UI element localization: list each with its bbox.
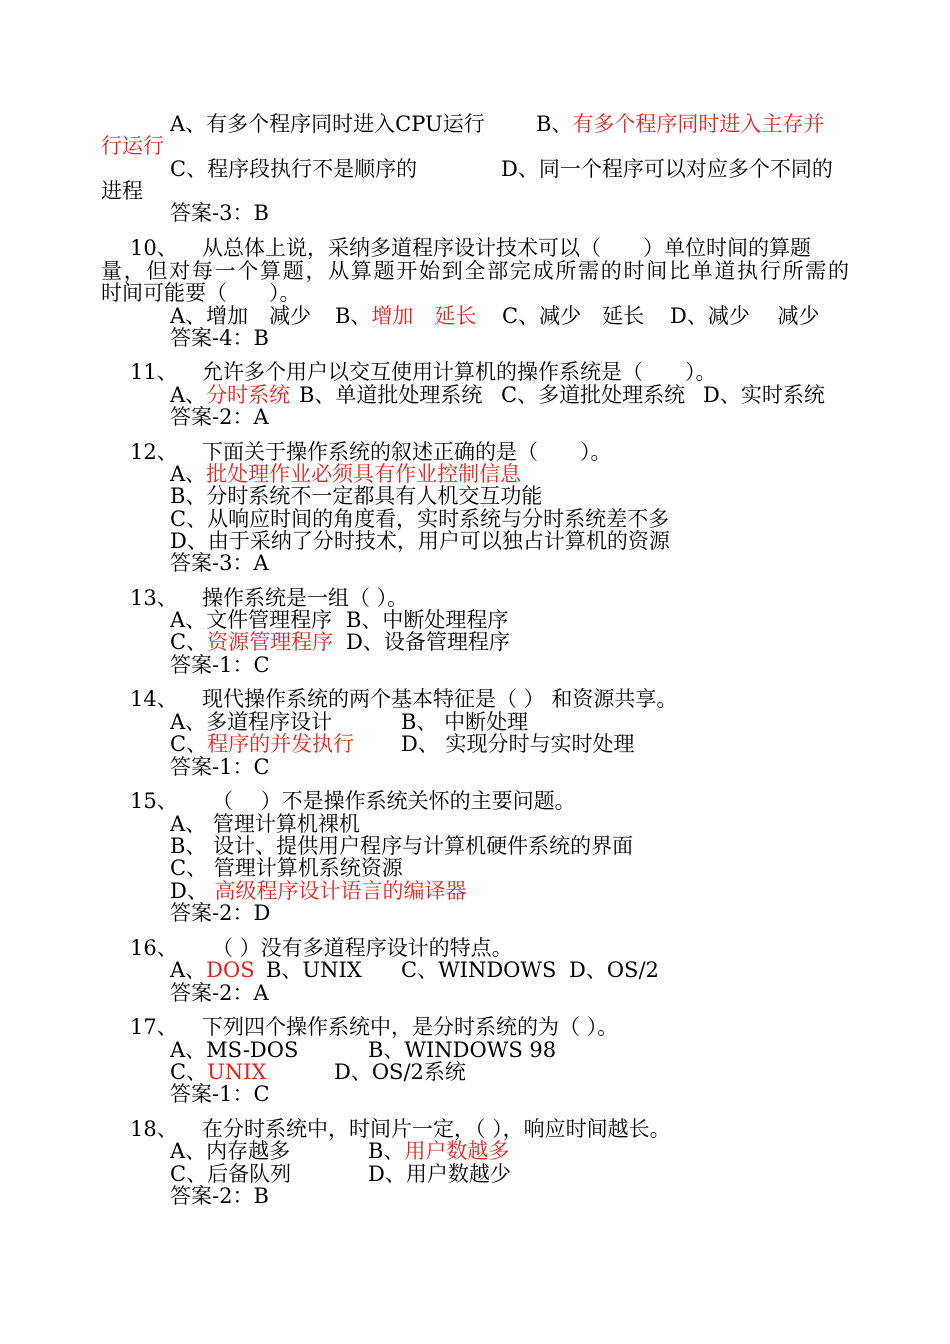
q11-option-c: C、多道批处理系统 xyxy=(501,383,686,407)
q16-option-a-prefix: A、 xyxy=(170,958,207,982)
q14-number: 14、 xyxy=(130,687,178,711)
q18-answer: 答案-2：B xyxy=(170,1184,269,1208)
q11-option-b: B、单道批处理系统 xyxy=(299,383,483,407)
q17-option-c xyxy=(170,1060,266,1084)
q18-option-b-prefix: B、 xyxy=(368,1139,405,1163)
q16-option-d: D、OS/2 xyxy=(569,958,659,982)
q15-option-b: B、 设计、提供用户程序与计算机硬件系统的界面 xyxy=(170,834,634,858)
q12-option-b: B、分时系统不一定都具有人机交互功能 xyxy=(170,484,543,508)
q18-option-a: A、内存越多 xyxy=(170,1139,291,1163)
q10-stem-line2: 量，但对每一个算题，从算题开始到全部完成所需的时间比单道执行所需的 xyxy=(101,259,849,283)
q13-option-a: A、文件管理程序 xyxy=(170,608,333,632)
q15-answer: 答案-2：D xyxy=(170,901,271,925)
q16-stem: （ ）没有多道程序设计的特点。 xyxy=(212,936,513,960)
q11-option-a-text: 分时系统 xyxy=(206,383,291,407)
q15-option-d xyxy=(170,879,467,903)
q14-option-c xyxy=(170,732,354,756)
q16-number: 16、 xyxy=(130,936,178,960)
q16-option-a-text: DOS xyxy=(206,958,255,982)
q12-option-a-text: 批处理作业必须具有作业控制信息 xyxy=(206,462,522,486)
q9-answer: 答案-3：B xyxy=(170,201,269,225)
q14-stem: 现代操作系统的两个基本特征是（ ） 和资源共享。 xyxy=(202,687,678,711)
q10-option-d: D、减少 减少 xyxy=(670,304,820,328)
q9-option-d-cont: 进程 xyxy=(101,179,143,203)
q18-stem: 在分时系统中，时间片一定，（ ），响应时间越长。 xyxy=(202,1117,671,1141)
q14-answer: 答案-1：C xyxy=(170,755,270,779)
q14-option-d: D、 实现分时与实时处理 xyxy=(401,732,635,756)
q17-option-b: B、WINDOWS 98 xyxy=(368,1038,557,1062)
q13-stem: 操作系统是一组（ ）。 xyxy=(202,586,409,610)
q10-number: 10、 xyxy=(130,236,178,260)
q15-option-d-prefix: D、 xyxy=(170,879,215,903)
q18-option-b-text: 用户数越多 xyxy=(404,1139,510,1163)
q17-answer: 答案-1：C xyxy=(170,1082,270,1106)
q15-option-d-text: 高级程序设计语言的编译器 xyxy=(214,879,467,903)
q11-option-d: D、实时系统 xyxy=(703,383,825,407)
q10-option-b-text: 增加 延长 xyxy=(371,304,477,328)
q16-answer: 答案-2：A xyxy=(170,981,269,1005)
q10-stem-line3: 时间可能要（ ）。 xyxy=(101,281,301,305)
q15-option-a: A、 管理计算机裸机 xyxy=(170,812,360,836)
q17-option-d: D、OS/2系统 xyxy=(334,1060,466,1084)
q11-option-a-prefix: A、 xyxy=(170,383,207,407)
q13-number: 13、 xyxy=(130,586,178,610)
q14-option-a: A、多道程序设计 xyxy=(170,710,333,734)
q14-option-b: B、 中断处理 xyxy=(401,710,529,734)
q10-option-b xyxy=(335,304,476,328)
q16-option-c: C、WINDOWS xyxy=(401,958,557,982)
q10-answer: 答案-4：B xyxy=(170,326,269,350)
q12-option-a-prefix: A、 xyxy=(170,462,207,486)
q10-option-a: A、增加 减少 xyxy=(170,304,312,328)
q15-stem: （ ）不是操作系统关怀的主要问题。 xyxy=(212,789,576,813)
q9-option-b-prefix: B、 xyxy=(536,112,573,136)
q12-answer: 答案-3：A xyxy=(170,551,269,575)
q9-option-b-cont: 行运行 xyxy=(101,134,164,158)
q17-option-c-prefix: C、 xyxy=(170,1060,208,1084)
q12-option-c: C、从响应时间的角度看，实时系统与分时系统差不多 xyxy=(170,507,670,531)
q18-option-c: C、后备队列 xyxy=(170,1162,292,1186)
q15-option-c: C、 管理计算机系统资源 xyxy=(170,856,403,880)
q10-stem-line1: 从总体上说，采纳多道程序设计技术可以（ ）单位时间的算题 xyxy=(202,236,811,260)
q13-option-c-text: 资源管理程序 xyxy=(207,630,334,654)
q17-option-a: A、MS-DOS xyxy=(170,1038,299,1062)
q13-option-b: B、中断处理程序 xyxy=(346,608,509,632)
q12-number: 12、 xyxy=(130,440,178,464)
q13-option-d: D、设备管理程序 xyxy=(346,630,510,654)
q11-number: 11、 xyxy=(130,360,178,384)
q16-option-a xyxy=(170,958,255,982)
q18-option-b xyxy=(368,1139,509,1163)
q9-option-c: C、程序段执行不是顺序的 xyxy=(170,157,418,181)
q12-option-d: D、由于采纳了分时技术，用户可以独占计算机的资源 xyxy=(170,529,670,553)
q16-option-b: B、UNIX xyxy=(266,958,362,982)
q14-option-c-prefix: C、 xyxy=(170,732,208,756)
q9-option-d: D、同一个程序可以对应多个不同的 xyxy=(501,157,833,181)
q18-number: 18、 xyxy=(130,1117,178,1141)
q11-option-a xyxy=(170,383,290,407)
q12-stem: 下面关于操作系统的叙述正确的是（ ）。 xyxy=(202,440,612,464)
q11-stem: 允许多个用户以交互使用计算机的操作系统是（ ）。 xyxy=(202,360,717,384)
q13-option-c-prefix: C、 xyxy=(170,630,208,654)
q17-option-c-text: UNIX xyxy=(207,1060,267,1084)
q14-option-c-text: 程序的并发执行 xyxy=(207,732,355,756)
q12-option-a xyxy=(170,462,521,486)
q15-number: 15、 xyxy=(130,789,178,813)
q10-option-b-prefix: B、 xyxy=(335,304,372,328)
q9-option-a: A、有多个程序同时进入CPU运行 xyxy=(170,112,485,136)
q17-number: 17、 xyxy=(130,1015,178,1039)
q11-answer: 答案-2：A xyxy=(170,405,269,429)
q9-option-b xyxy=(536,112,824,136)
q18-option-d: D、用户数越少 xyxy=(368,1162,511,1186)
q13-option-c xyxy=(170,630,333,654)
q10-option-c: C、减少 延长 xyxy=(502,304,645,328)
q9-option-b-text: 有多个程序同时进入主存并 xyxy=(572,112,825,136)
q17-stem: 下列四个操作系统中，是分时系统的为（ ）。 xyxy=(202,1015,619,1039)
q13-answer: 答案-1：C xyxy=(170,653,270,677)
